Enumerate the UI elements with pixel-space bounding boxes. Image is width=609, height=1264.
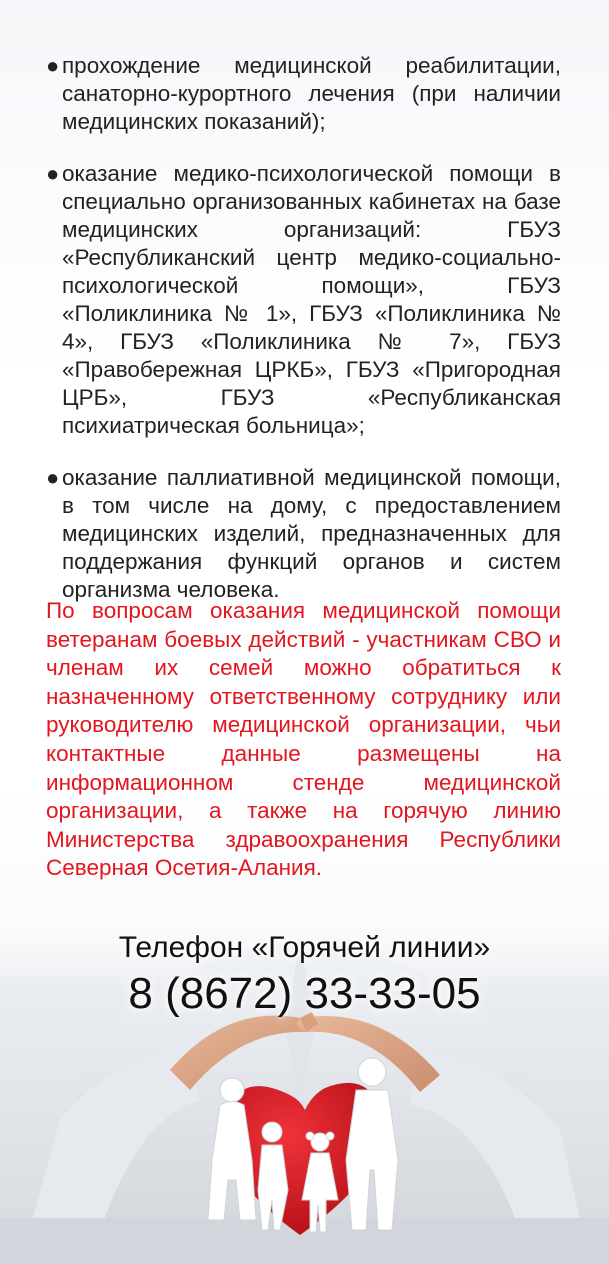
hotline-phone-number[interactable]: 8 (8672) 33-33-05	[128, 969, 481, 1018]
hotline-label: Телефон «Горячей линии»	[118, 931, 491, 964]
contact-notice: По вопросам оказания медицинской помощи ветеранам боевых действий - участникам СВО и членам их семей можно обратиться к назначенному ответственному сотруднику или руководителю медицинской организации, чьи контактные данные размещены на информационном стенде медицинской организации, а также на горячую линию Министерства здравоохранения Республики Северная Осетия-Алания.	[46, 598, 561, 881]
bullet-item	[46, 464, 561, 604]
bullet-text: оказание паллиативной медицинской помощи, в том числе на дому, с предоставлением медицинских изделий, предназначенных для поддержания функций органов и систем организма человека.	[62, 465, 561, 602]
hotline-block	[0, 928, 609, 1020]
bullet-text: оказание медико-психологической помощи в специально организованных кабинетах на базе медицинских организаций: ГБУЗ «Республиканский центр медико-социально-психологической помощи», ГБУЗ «Поликлиника № 1», ГБУЗ «Поликлиника № 4», ГБУЗ «Поликлиника № 7», ГБУЗ «Правобережная ЦРКБ», ГБУЗ «Пригородная ЦРБ», ГБУЗ «Республиканская психиатрическая больница»;	[62, 161, 561, 438]
bullet-text: прохождение медицинской реабилитации, санаторно-курортного лечения (при наличии медицинских показаний);	[62, 53, 561, 134]
bullet-dot-icon: ●	[46, 465, 60, 490]
bullet-list	[46, 52, 561, 628]
bullet-dot-icon: ●	[46, 53, 60, 78]
bullet-item	[46, 160, 561, 440]
bullet-dot-icon: ●	[46, 161, 60, 186]
bullet-item	[46, 52, 561, 136]
